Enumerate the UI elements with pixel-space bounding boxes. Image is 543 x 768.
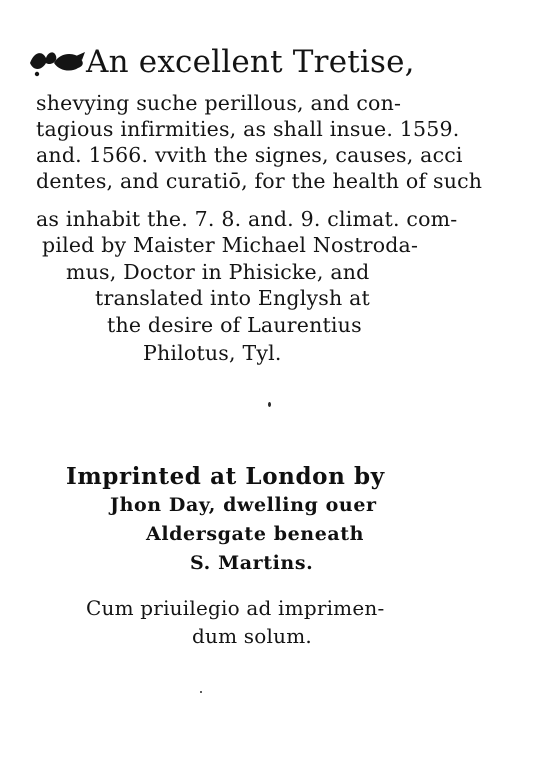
- title-line: the desire of Laurentius: [107, 313, 362, 337]
- title-line: mus, Doctor in Phisicke, and: [66, 260, 370, 284]
- privilege-line: dum solum.: [192, 624, 312, 648]
- privilege-line: Cum priuilegio ad imprimen-: [86, 596, 385, 620]
- fleuron-icon: [28, 46, 86, 80]
- title-line: and. 1566. vvith the signes, causes, acci: [36, 143, 463, 167]
- imprint-line: Aldersgate beneath: [146, 523, 365, 545]
- imprint-line: Jhon Day, dwelling ouer: [110, 494, 377, 516]
- title-line: tagious infirmities, as shall insue. 1559.: [36, 117, 460, 141]
- title-line: shevying suche perillous, and con-: [36, 91, 402, 115]
- ink-speck: [268, 402, 271, 407]
- title-line: Philotus, Tyl.: [143, 341, 282, 365]
- ink-speck: [200, 691, 202, 693]
- title-line: An excellent Tretise,: [86, 44, 415, 80]
- title-line: piled by Maister Michael Nostroda-: [42, 233, 419, 257]
- imprint-line: S. Martins.: [190, 552, 314, 574]
- imprint-line: Imprinted at London by: [66, 463, 385, 490]
- title-line: as inhabit the. 7. 8. and. 9. climat. com-: [36, 207, 458, 231]
- title-line: translated into Englysh at: [95, 286, 370, 310]
- title-line: dentes, and curatiō, for the health of such: [36, 169, 483, 193]
